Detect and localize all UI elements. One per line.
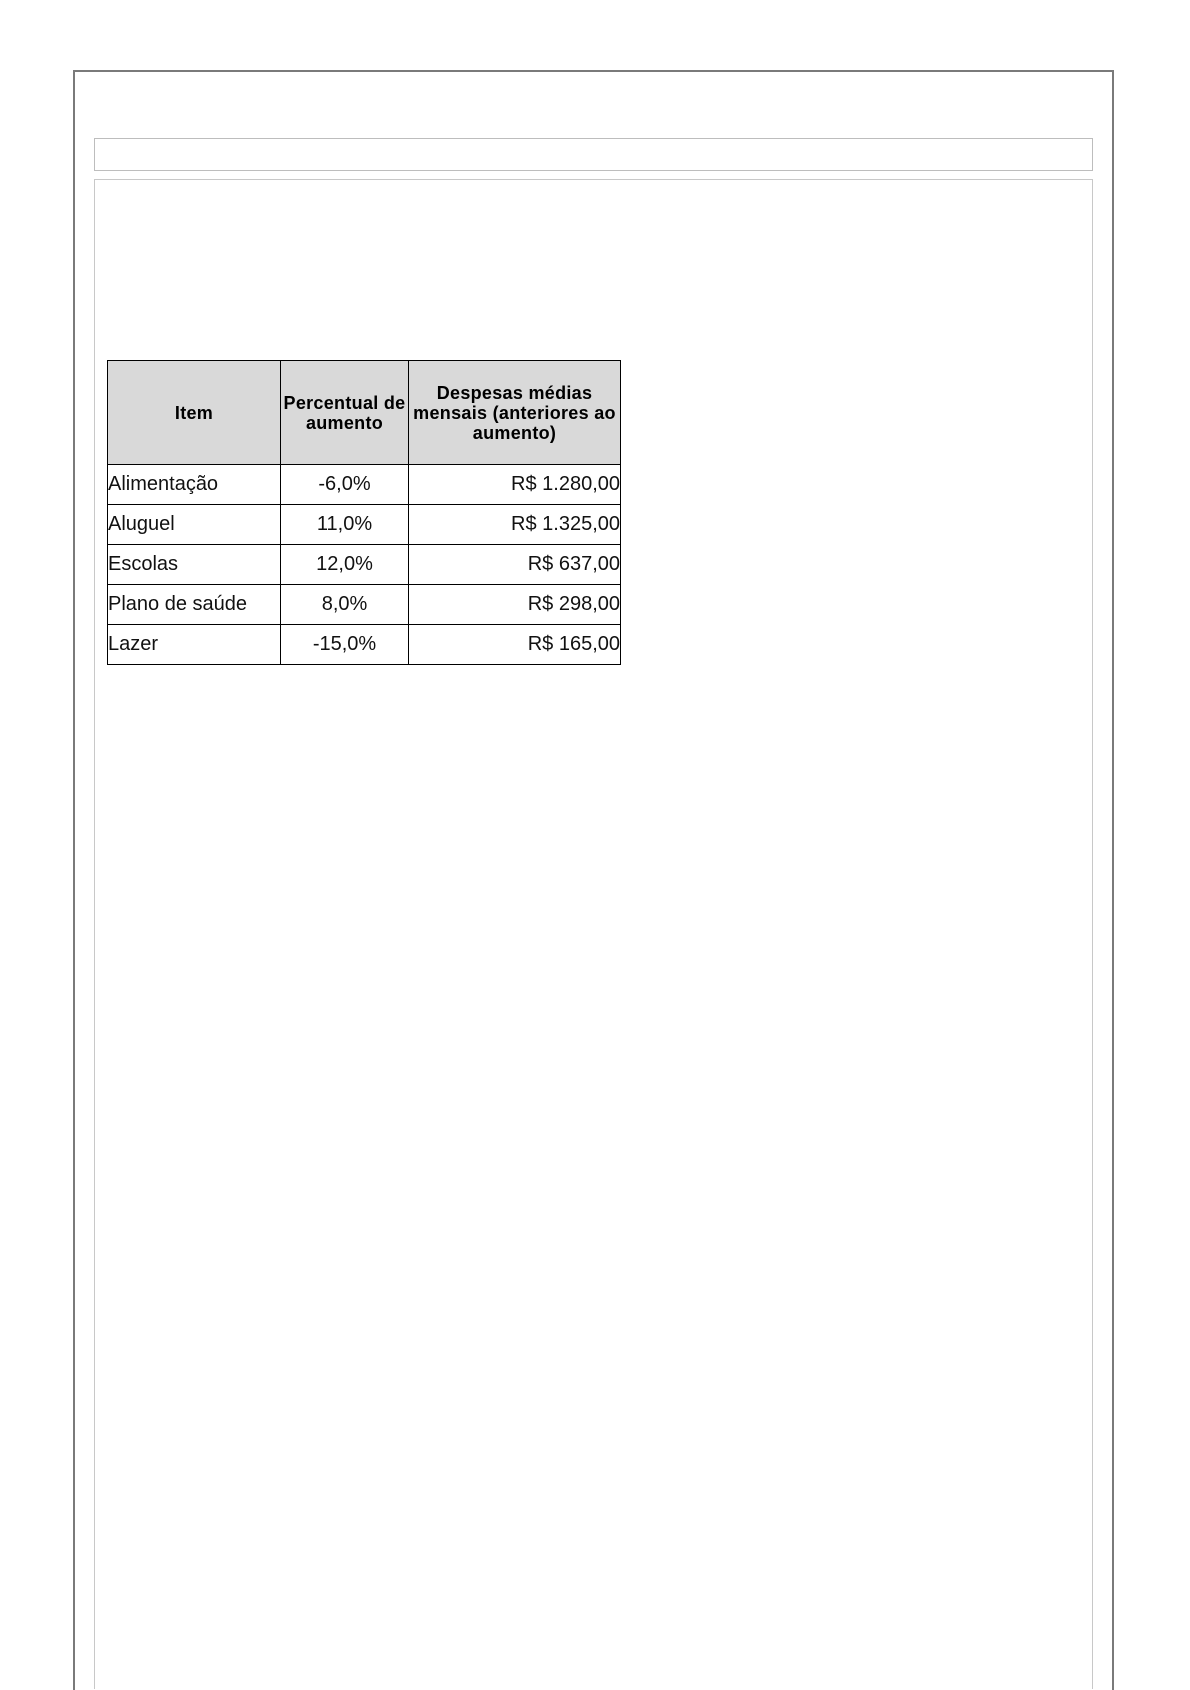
cell-despesas: R$ 165,00 [409,625,621,665]
cell-percentual: -15,0% [281,625,409,665]
cell-despesas: R$ 1.325,00 [409,505,621,545]
header-item: Item [108,361,281,465]
cell-item: Alimentação [108,465,281,505]
header-percentual: Percentual de aumento [281,361,409,465]
cell-item: Plano de saúde [108,585,281,625]
header-despesas: Despesas médias mensais (anteriores ao aumento) [409,361,621,465]
cell-item: Lazer [108,625,281,665]
cell-despesas: R$ 1.280,00 [409,465,621,505]
table-row [108,545,621,585]
cell-percentual: -6,0% [281,465,409,505]
cell-despesas: R$ 637,00 [409,545,621,585]
table-row [108,465,621,505]
cell-percentual: 12,0% [281,545,409,585]
cell-percentual: 8,0% [281,585,409,625]
cell-item: Aluguel [108,505,281,545]
header-strip [94,138,1093,171]
table-row [108,505,621,545]
table-row [108,625,621,665]
table-row [108,585,621,625]
table-header-row [108,361,621,465]
cell-item: Escolas [108,545,281,585]
cell-percentual: 11,0% [281,505,409,545]
expenses-table [107,360,621,665]
cell-despesas: R$ 298,00 [409,585,621,625]
